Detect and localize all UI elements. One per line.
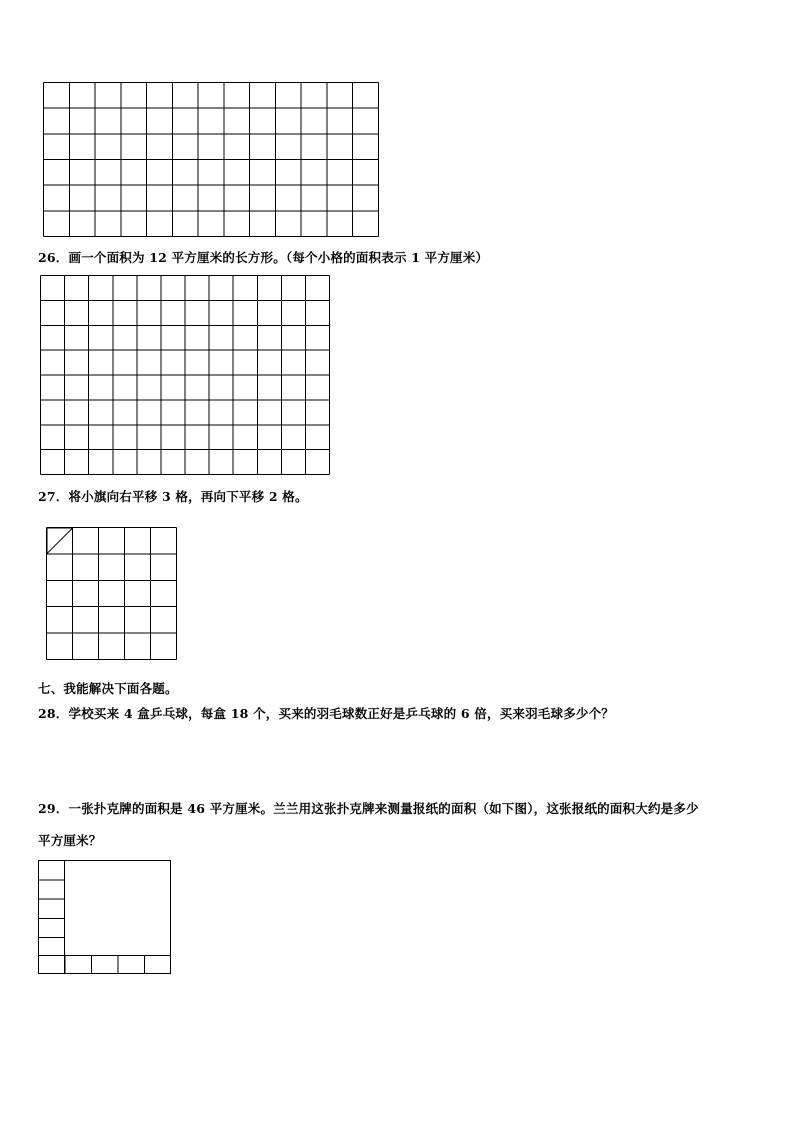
question-29-line-2: 平方厘米？ xyxy=(38,833,102,848)
question-27-grid xyxy=(46,527,179,661)
question-29-line-1: 29．一张扑克牌的面积是 46 平方厘米。兰兰用这张扑克牌来测量报纸的面积（如下图），这张报纸的面积大约是多少 xyxy=(38,801,699,816)
flag-shape xyxy=(47,528,73,554)
question-26-text: 26．画一个面积为 12 平方厘米的长方形。（每个小格的面积表示 1 平方厘米） xyxy=(38,250,489,265)
top-drawing-grid xyxy=(43,82,380,238)
newspaper-outline xyxy=(39,861,171,974)
section-7-heading: 七、我能解决下面各题。 xyxy=(38,681,178,696)
question-29-figure xyxy=(38,860,172,975)
question-28-text: 28．学校买来 4 盒乒乓球，每盒 18 个，买来的羽毛球数正好是乒乓球的 6 倍，买来羽毛球多少个？ xyxy=(38,706,614,721)
question-26-grid xyxy=(40,275,331,476)
question-27-text: 27．将小旗向右平移 3 格，再向下平移 2 格。 xyxy=(38,489,308,504)
